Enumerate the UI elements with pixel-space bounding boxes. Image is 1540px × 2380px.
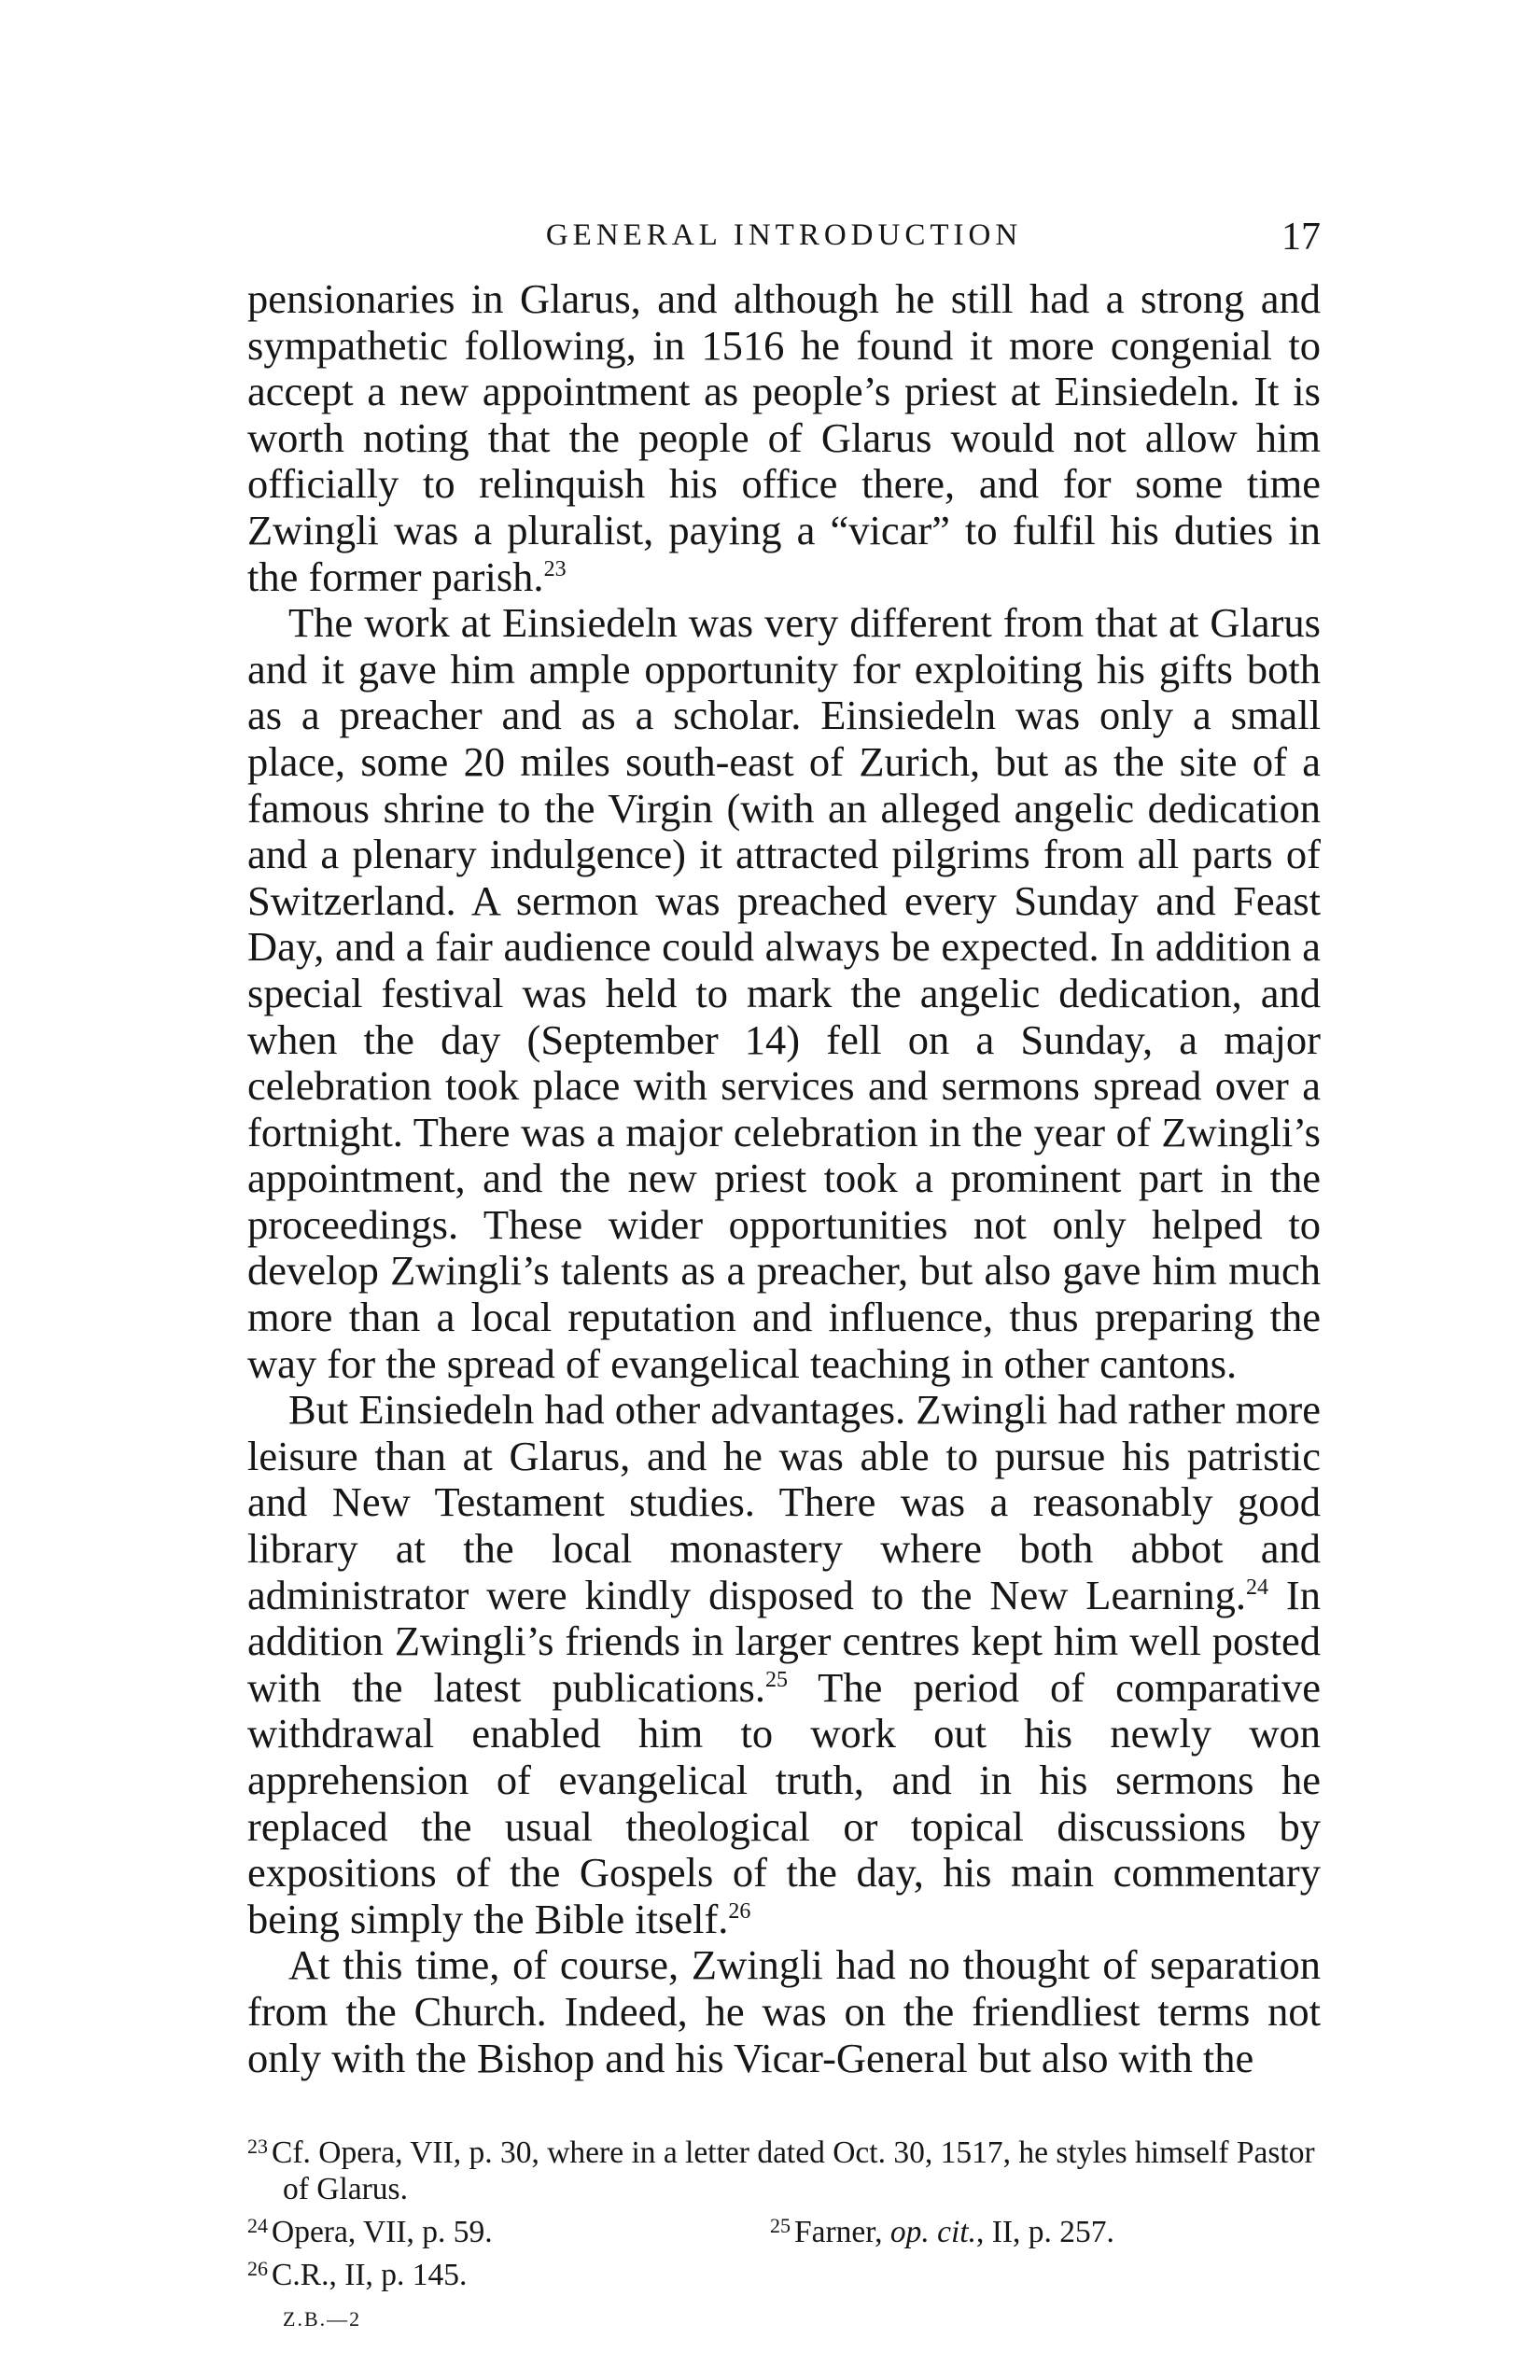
running-title: GENERAL INTRODUCTION — [545, 218, 1023, 252]
footnote-26 — [247, 2250, 1321, 2293]
paragraph-text: But Einsiedeln had other advantages. Zwingli had rather more leisure than at Glarus, and he was able to pursue his patristic and New Testament studies. There was a reasonably good library at the local monastery where both abbot and administrator were kindly disposed to the New Learning. — [247, 1386, 1321, 1618]
footnote-number: 23 — [247, 2135, 268, 2159]
printer-signature: Z.B.—2 — [283, 2307, 362, 2331]
paragraph-1 — [247, 276, 1321, 600]
body-text — [247, 276, 1321, 2081]
footnote-text: Opera, VII, p. 59. — [272, 2215, 493, 2250]
paragraph-3 — [247, 1387, 1321, 1942]
footnote-row — [247, 2207, 1321, 2250]
footnote-text: Cf. Opera, VII, p. 30, where in a letter dated Oct. 30, 1517, he styles himself Pastor of Glarus. — [272, 2135, 1315, 2207]
footnote-23 — [247, 2128, 1321, 2207]
paragraph-text: pensionaries in Glarus, and although he still had a strong and sympathetic following, in 1516 he found it more congenial to accept a new appointment as people’s priest at Einsiedeln. It is worth noting that the people of Glarus would not allow him officially to relinquish his office there, and for some time Zwingli was a pluralist, paying a “vicar” to fulfil his duties in the former parish. — [247, 275, 1321, 600]
footnote-text: C.R., II, p. 145. — [272, 2258, 468, 2293]
paragraph-4 — [247, 1942, 1321, 2081]
footnote-ref-24: 24 — [1246, 1575, 1269, 1600]
document-page — [247, 215, 1321, 2337]
footnote-italic: op. cit. — [889, 2215, 976, 2250]
footnote-24 — [247, 2207, 770, 2250]
paragraph-2 — [247, 600, 1321, 1387]
footnotes — [247, 2128, 1321, 2337]
footnote-number: 24 — [247, 2214, 268, 2238]
footnote-ref-23: 23 — [543, 556, 567, 581]
running-header — [247, 215, 1321, 271]
paragraph-text: The period of comparative withdrawal enabled him to work out his newly won apprehension of evangelical truth, and in his sermons he replaced the usual theological or topical discussions by expositions of the Gospels of the day, his main commentary being simply the Bible itself. — [247, 1663, 1321, 1942]
paragraph-text: In addition Zwingli’s friends in larger centres kept him well posted with the latest publications. — [247, 1571, 1321, 1711]
footnote-ref-25: 25 — [765, 1667, 788, 1692]
footnote-text: Farner, — [794, 2215, 890, 2250]
paragraph-text: The work at Einsiedeln was very different from that at Glarus and it gave him ample opportunity for exploiting his gifts both as a preacher and as a scholar. Einsiedeln was only a small place, some 20 miles south-east of Zurich, but as the site of a famous shrine to the Virgin (with an alleged angelic dedication and a plenary indulgence) it attracted pilgrims from all parts of Switzerland. A sermon was preached every Sunday and Feast Day, and a fair audience could always be expected. In addition a special festival was held to mark the angelic dedication, and when the day (September 14) fell on a Sunday, a major celebration took place with services and sermons spread over a fortnight. There was a major celebration in the year of Zwingli’s appointment, and the new priest took a prominent part in the proceedings. These wider opportunities not only helped to develop Zwingli’s talents as a preacher, but also gave him much more than a local reputation and influence, thus preparing the way for the spread of evangelical teaching in other cantons. — [247, 599, 1321, 1387]
page-number: 17 — [1281, 216, 1321, 259]
footnote-number: 25 — [770, 2214, 791, 2238]
footnote-25 — [770, 2207, 1114, 2250]
footnote-number: 26 — [247, 2257, 268, 2281]
footnote-ref-26: 26 — [728, 1898, 751, 1924]
footnote-text: , II, p. 257. — [975, 2215, 1114, 2250]
paragraph-text: At this time, of course, Zwingli had no thought of separation from the Church. Indeed, he was on the friendliest terms not only with the Bishop and his Vicar-General but also with the — [247, 1941, 1321, 2081]
